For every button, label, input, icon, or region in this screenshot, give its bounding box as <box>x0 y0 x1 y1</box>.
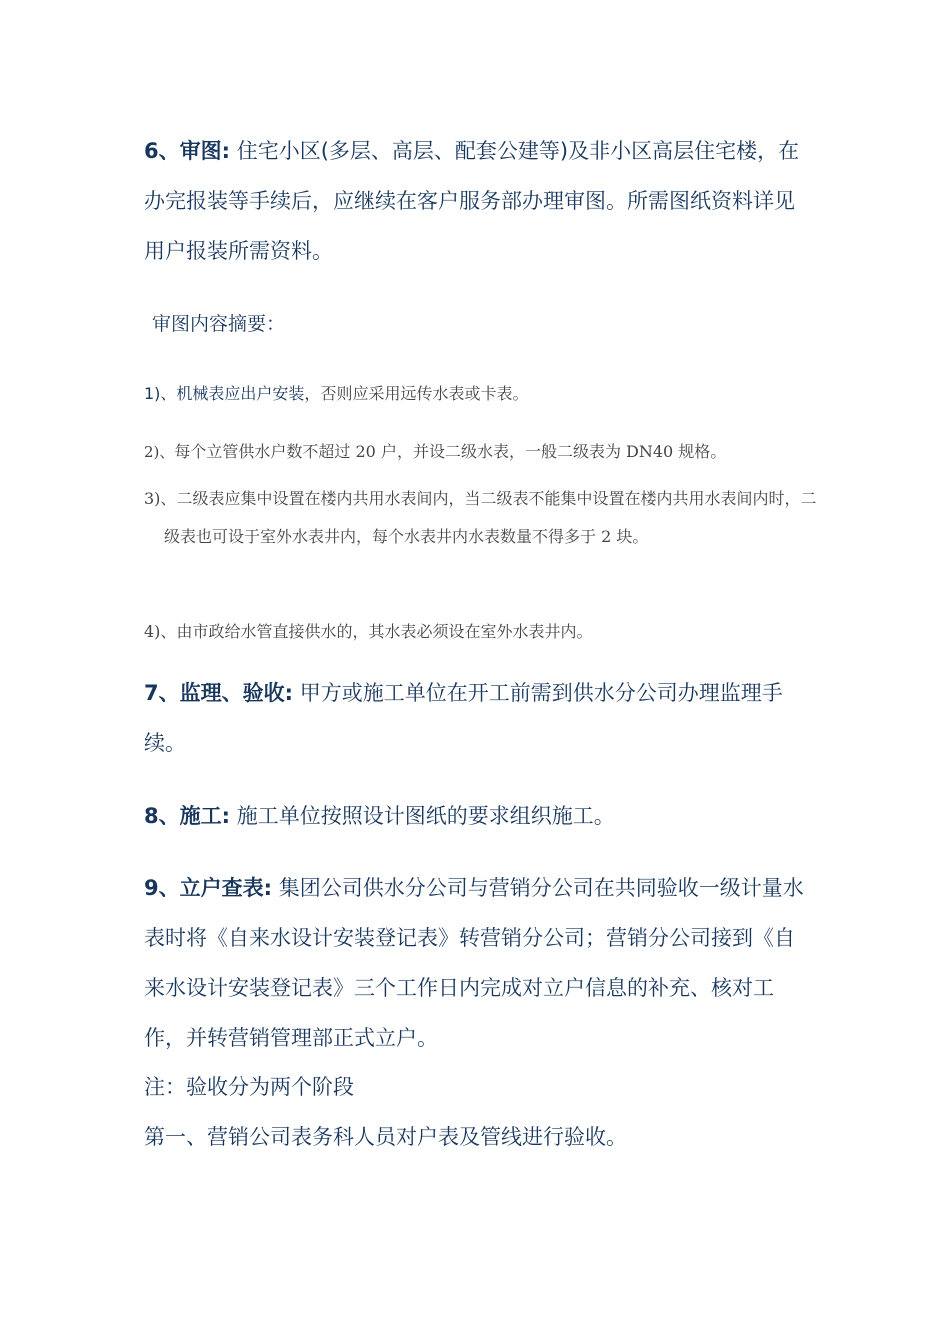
item-6-text: 住宅小区(多层、高层、配套公建等)及非小区高层住宅楼，在办完报装等手续后，应继续在客户服务部办理审图。所需图纸资料详见用户报装所需资料。 <box>144 139 800 263</box>
point-1-text: 否则应采用远传水表或卡表。 <box>320 384 529 403</box>
stage-1-line: 第一、营销公司表务科人员对户表及管线进行验收。 <box>144 1125 627 1149</box>
point-4-prefix: 4)、 <box>144 622 177 641</box>
point-3 <box>144 480 832 556</box>
item-9-text: 集团公司供水分公司与营销分公司在共同验收一级计量水表时将《自来水设计安装登记表》转营销分公司；营销分公司接到《自来水设计安装登记表》三个工作日内完成对立户信息的补充、核对工作，并转营销管理部正式立户。 <box>144 876 804 1050</box>
item-8-heading: 8、施工: <box>144 804 231 828</box>
point-3-prefix: 3)、 <box>144 489 177 508</box>
point-1 <box>144 375 814 413</box>
point-4-text: 由市政给水管直接供水的，其水表必须设在室外水表井内。 <box>176 622 593 641</box>
item-8-paragraph <box>144 791 814 841</box>
point-4 <box>144 613 814 651</box>
point-2-text: 每个立管供水户数不超过 20 户，并设二级水表，一般二级表为 DN40 规格。 <box>174 442 727 461</box>
item-6-heading: 6、审图: <box>144 139 231 163</box>
point-2 <box>144 433 824 471</box>
summary-title: 审图内容摘要： <box>152 313 286 335</box>
item-9-paragraph <box>144 863 814 1063</box>
item-6-paragraph <box>144 126 814 276</box>
note-line: 注：验收分为两个阶段 <box>144 1075 354 1099</box>
point-3-text: 二级表应集中设置在楼内共用水表间内，当二级表不能集中设置在楼内共用水表间内时，二级表也可设于室外水表井内，每个水表井内水表数量不得多于 2 块。 <box>164 489 817 546</box>
point-2-prefix: 2)、 <box>144 443 175 461</box>
item-7-heading: 7、监理、验收: <box>144 681 294 705</box>
item-8-text: 施工单位按照设计图纸的要求组织施工。 <box>230 804 615 828</box>
item-7-text: 甲方或施工单位在开工前需到供水分公司办理监理手续。 <box>144 681 783 755</box>
item-9-heading: 9、立户查表: <box>144 876 273 900</box>
point-1-prefix: 1)、机械表应出户安装， <box>144 384 321 403</box>
item-7-paragraph <box>144 668 814 768</box>
